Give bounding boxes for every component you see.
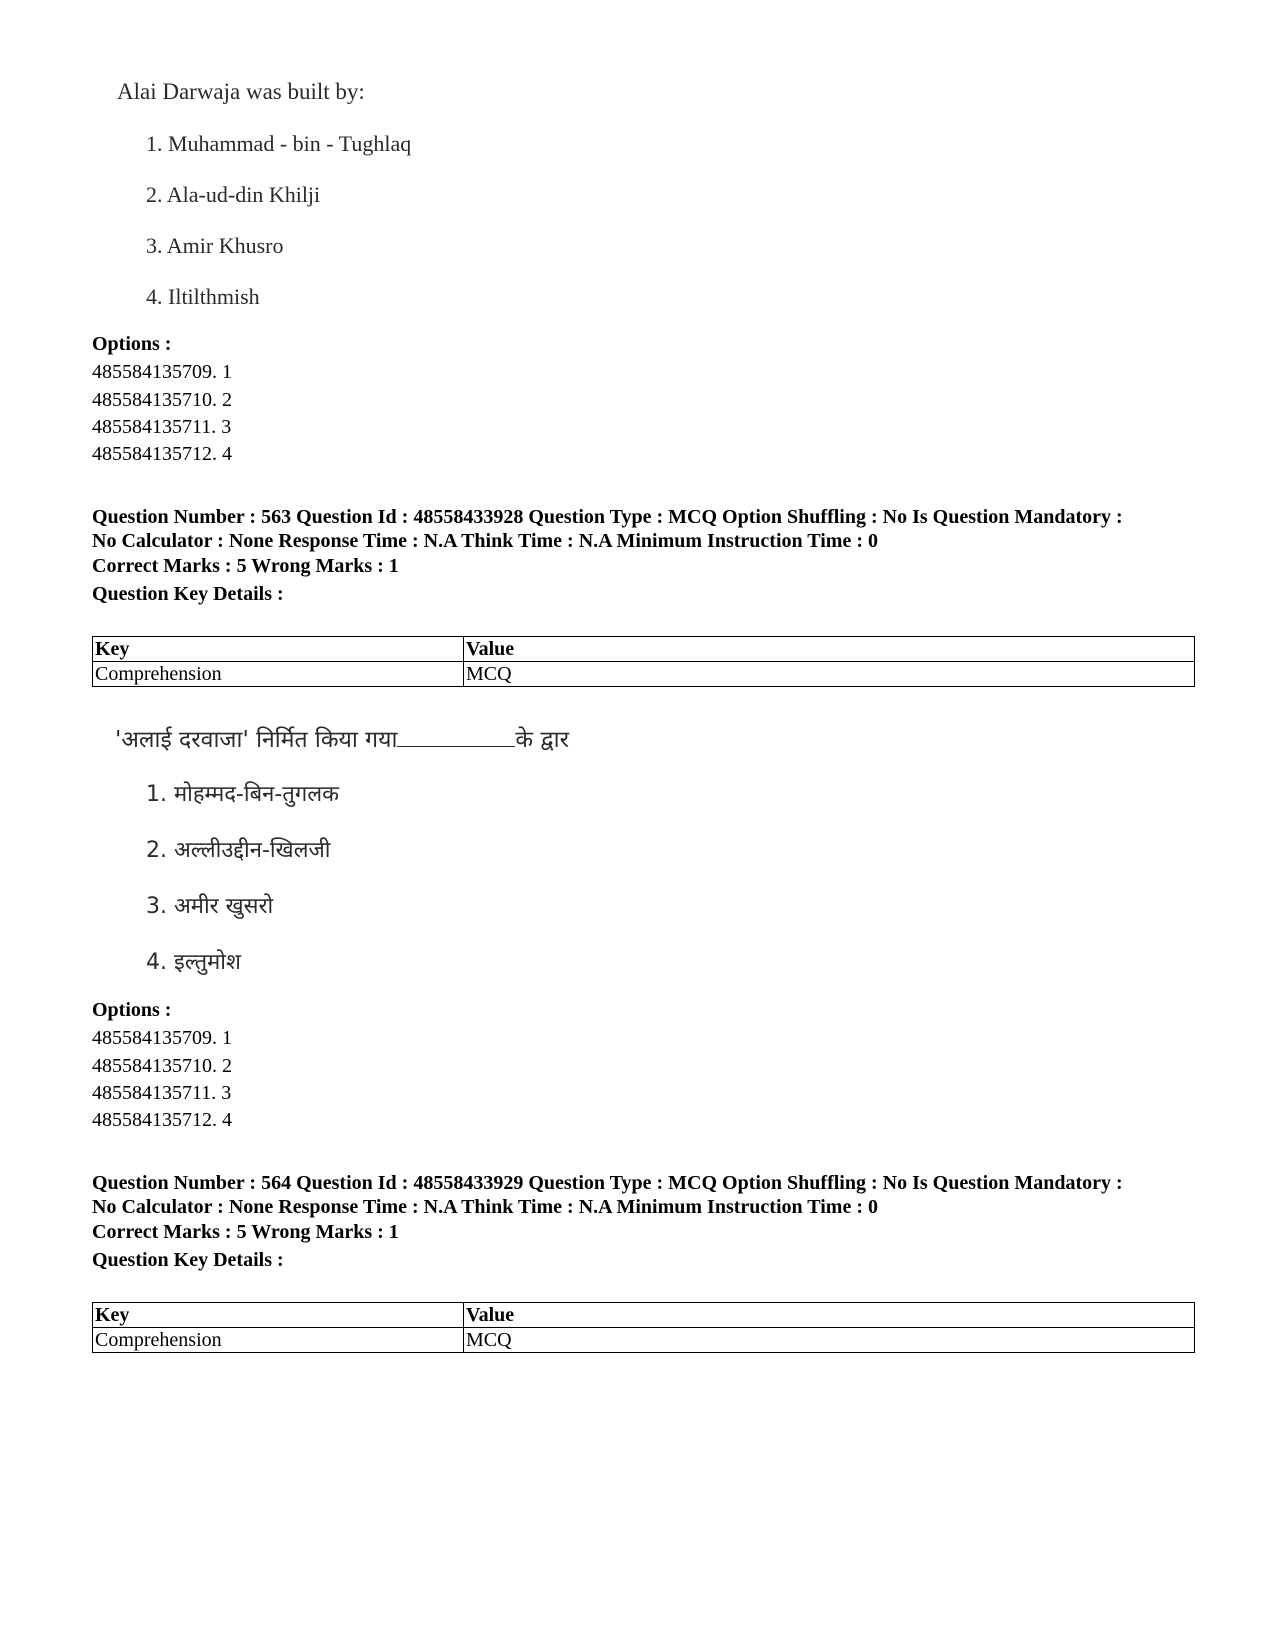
question-image-choice-4: 4. इल्तुमोश bbox=[146, 950, 241, 975]
option-1: 485584135709. 1 bbox=[92, 361, 232, 383]
table-header-key: Key bbox=[93, 637, 464, 662]
option-3: 485584135711. 3 bbox=[92, 416, 232, 438]
option-3: 485584135711. 3 bbox=[92, 1082, 232, 1104]
question-key-table bbox=[92, 1302, 1195, 1353]
question-title-part-2: के द्वार bbox=[515, 727, 569, 753]
question-image-choice-3: 3. अमीर खुसरो bbox=[146, 894, 274, 919]
table-header-row bbox=[93, 1303, 1195, 1328]
question-title-part-1: 'अलाई दरवाजा' निर्मित किया गया bbox=[115, 727, 398, 753]
option-2: 485584135710. 2 bbox=[92, 389, 232, 411]
question-marks: Correct Marks : 5 Wrong Marks : 1 bbox=[92, 555, 399, 577]
question-meta bbox=[92, 1171, 1212, 1219]
table-header-value: Value bbox=[464, 637, 1195, 662]
option-4: 485584135712. 4 bbox=[92, 443, 232, 465]
option-4: 485584135712. 4 bbox=[92, 1109, 232, 1131]
question-meta bbox=[92, 505, 1212, 553]
question-image-choice-2: 2. अल्लीउद्दीन-खिलजी bbox=[146, 838, 331, 863]
question-image-choice-1: 1. Muhammad - bin - Tughlaq bbox=[146, 131, 412, 156]
question-key-details-label: Question Key Details : bbox=[92, 1249, 284, 1271]
question-image-choice-2: 2. Ala-ud-din Khilji bbox=[146, 182, 321, 207]
question-image-title: Alai Darwaja was built by: bbox=[117, 79, 365, 104]
options-label: Options : bbox=[92, 999, 172, 1021]
table-cell-value: MCQ bbox=[464, 1328, 1195, 1353]
table-header-key: Key bbox=[93, 1303, 464, 1328]
table-row bbox=[93, 1328, 1195, 1353]
option-1: 485584135709. 1 bbox=[92, 1027, 232, 1049]
table-cell-key: Comprehension bbox=[93, 662, 464, 687]
question-meta-line-2: No Calculator : None Response Time : N.A Think Time : N.A Minimum Instruction Time : 0 bbox=[92, 1196, 878, 1218]
question-image-choice-1: 1. मोहम्मद-बिन-तुगलक bbox=[146, 782, 340, 807]
question-key-table bbox=[92, 636, 1195, 687]
table-header-row bbox=[93, 637, 1195, 662]
fill-blank-line bbox=[397, 726, 515, 747]
table-cell-value: MCQ bbox=[464, 662, 1195, 687]
question-meta-line-2: No Calculator : None Response Time : N.A Think Time : N.A Minimum Instruction Time : 0 bbox=[92, 530, 878, 552]
table-row bbox=[93, 662, 1195, 687]
question-image-choice-4: 4. Iltilthmish bbox=[146, 284, 260, 309]
question-meta-line-1: Question Number : 564 Question Id : 48558433929 Question Type : MCQ Option Shuffling : No Is Question Mandatory : bbox=[92, 1172, 1123, 1194]
table-header-value: Value bbox=[464, 1303, 1195, 1328]
option-2: 485584135710. 2 bbox=[92, 1055, 232, 1077]
question-image-choice-3: 3. Amir Khusro bbox=[146, 233, 284, 258]
question-marks: Correct Marks : 5 Wrong Marks : 1 bbox=[92, 1221, 399, 1243]
options-label: Options : bbox=[92, 333, 172, 355]
table-cell-key: Comprehension bbox=[93, 1328, 464, 1353]
question-image-title bbox=[115, 722, 569, 754]
question-key-details-label: Question Key Details : bbox=[92, 583, 284, 605]
question-meta-line-1: Question Number : 563 Question Id : 48558433928 Question Type : MCQ Option Shuffling : No Is Question Mandatory : bbox=[92, 506, 1123, 528]
